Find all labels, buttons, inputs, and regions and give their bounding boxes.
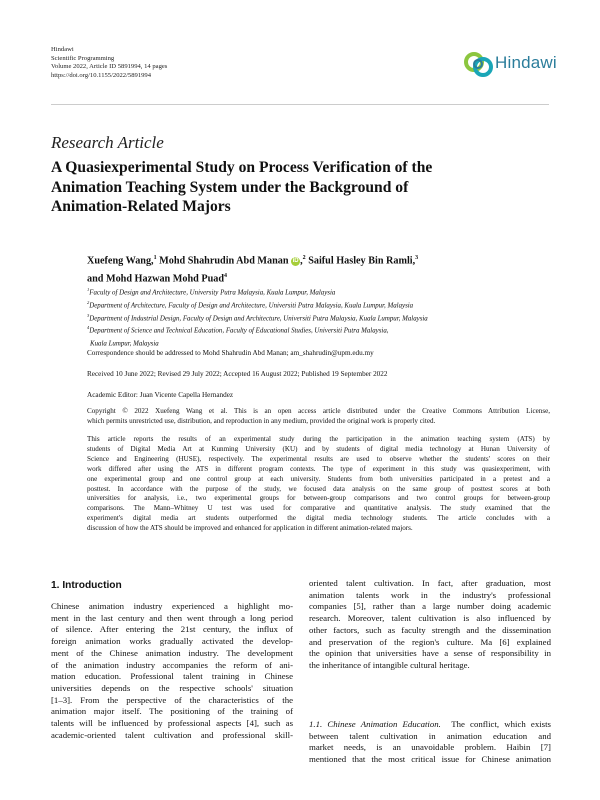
publisher-name: Hindawi [51,46,74,53]
abstract: This article reports the results of an experimental study during the participation in the animation teaching system (ATS) by students of Digital Media Art at Kunming University (KU) and by students of digital media technology at Hunan University of Science and Engineering (HUSE), respectively. The experimental results are used to observe whether the students' scores on their work differed after using the ATS in different program contexts. The type of experiment in this study was quasiexperiment, with one experimental group and one control group at each university. Students from both universities participated in a pretest and a posttest. In accordance with the purpose of the study, we focused data analysis on the same group of posttest scores at both universities for analysis, i.e., two experimental groups for between-group comparisons and two control groups for between-group comparisons. The Mann–Whitney U test was used for comparative and quantitative analysis. The study examined that the experiment's digital media art students outperformed the digital media technology students. The article concludes with a discussion of how the ATS should be improved and enhanced for application in different animation-related majors. [87,435,550,533]
author-name: Saiful Hasley Bin Ramli, [305,255,416,267]
title-line: Animation-Related Majors [51,198,231,215]
right-column: oriented talent cultivation. In fact, after graduation, most animation talents work in the industry's professional companies [5], rather than a large number doing academic research. Moreover, talent cultivation is also influenced by other factors, such as faculty strength and the dissemination and preservation of the region's culture. Ma [6] explained the opinion that universities have a sense of responsibility in the inheritance of intangible cultural heritage. [309,578,551,670]
subsection-title: 1.1. Chinese Animation Education. [309,719,441,729]
affiliation-item: Kuala Lumpur, Malaysia [90,340,159,348]
hindawi-logo [462,44,560,84]
copyright-notice: Copyright © 2022 Xuefeng Wang et al. This is an open access article distributed under the Creative Commons Attribution License, which permits unrestricted use, distribution, and reproduction in any medium, provided the original work is properly cited. [87,407,550,425]
volume-line: Volume 2022, Article ID 5891994, 14 pages [51,63,168,71]
hindawi-logo-icon [462,48,496,82]
article-type: Research Article [51,133,164,152]
author-name: , [300,255,303,267]
author-list [87,251,557,287]
hindawi-logo-text: Hindawi [495,53,557,72]
article-dates: Received 10 June 2022; Revised 29 July 2022; Accepted 16 August 2022; Published 19 September 2022 [87,370,388,378]
journal-name: Scientific Programming [51,54,115,62]
doi-link[interactable]: https://doi.org/10.1155/2022/5891994 [51,71,152,79]
orcid-icon[interactable]: iD [292,258,299,265]
correspondence: Correspondence should be addressed to Mohd Shahrudin Abd Manan; am_shahrudin@upm.edu.my [87,349,374,357]
left-column: Chinese animation industry experienced a highlight mo- ment in the last century and then went through a long period of silence. After entering the 21st century, the influx of foreign animation works gradually activated the develop- ment of the Chinese animation industry. The development of the animation industry accompanies the reform of ani- mation education. Professional talent training in Chinese universities depends on the respective schools' situation [1–3]. From the perspective of the characteristics of the animation major itself. The positioning of the training of talents will be influenced by professional aspects [4], such as academic-oriented talent cultivation and professional skill- [51,601,293,740]
journal-info [51,46,167,80]
affiliation-item: $^3$Department of Industrial Design, Faculty of Design and Architecture, Universiti Putra Malaysia, Kuala Lumpur, Malaysia [87,312,428,322]
author-affil-sup: 1 [153,255,157,261]
subsection-first-line: 1.1. Chinese Animation Education. The conflict, which exists [309,719,551,729]
author-name: Xuefeng Wang, [87,255,154,267]
title-line: Animation Teaching System under the Background of [51,178,409,196]
author-name: Mohd Shahrudin Abd Manan [156,255,289,267]
affiliations [87,285,557,349]
header-divider [51,104,549,105]
article-title [51,158,531,217]
author-affil-sup: 2 [302,255,306,261]
author-affil-sup: 3 [415,255,419,261]
author-line-1 [87,251,557,269]
author-affil-sup: 4 [224,272,227,279]
academic-editor: Academic Editor: Juan Vicente Capella Hernandez [87,391,234,399]
affiliation-item: $^2$Department of Architecture, Faculty of Design and Architecture, Universiti Putra Malaysia, Kuala Lumpur, Malaysia [87,299,414,310]
section-heading: 1. Introduction [51,580,122,591]
subsection-1-1: 1.1. Chinese Animation Education. The conflict, which exists between talent cultivation in animation education and market needs, is an unavoidable problem. Haibin [7] mentioned that the most critical issue for Chinese animation [309,719,551,765]
affiliation-item: $^4$Department of Science and Technical Education, Faculty of Educational Studies, Universiti Putra Malaysia, [87,325,389,335]
title-line: A Quasiexperimental Study on Process Verification of the [51,159,433,176]
affiliation-item: $^1$Faculty of Design and Architecture, University Putra Malaysia, Kuala Lumpur, Malaysia [87,287,336,297]
author-name: and Mohd Hazwan Mohd Puad [87,273,224,285]
